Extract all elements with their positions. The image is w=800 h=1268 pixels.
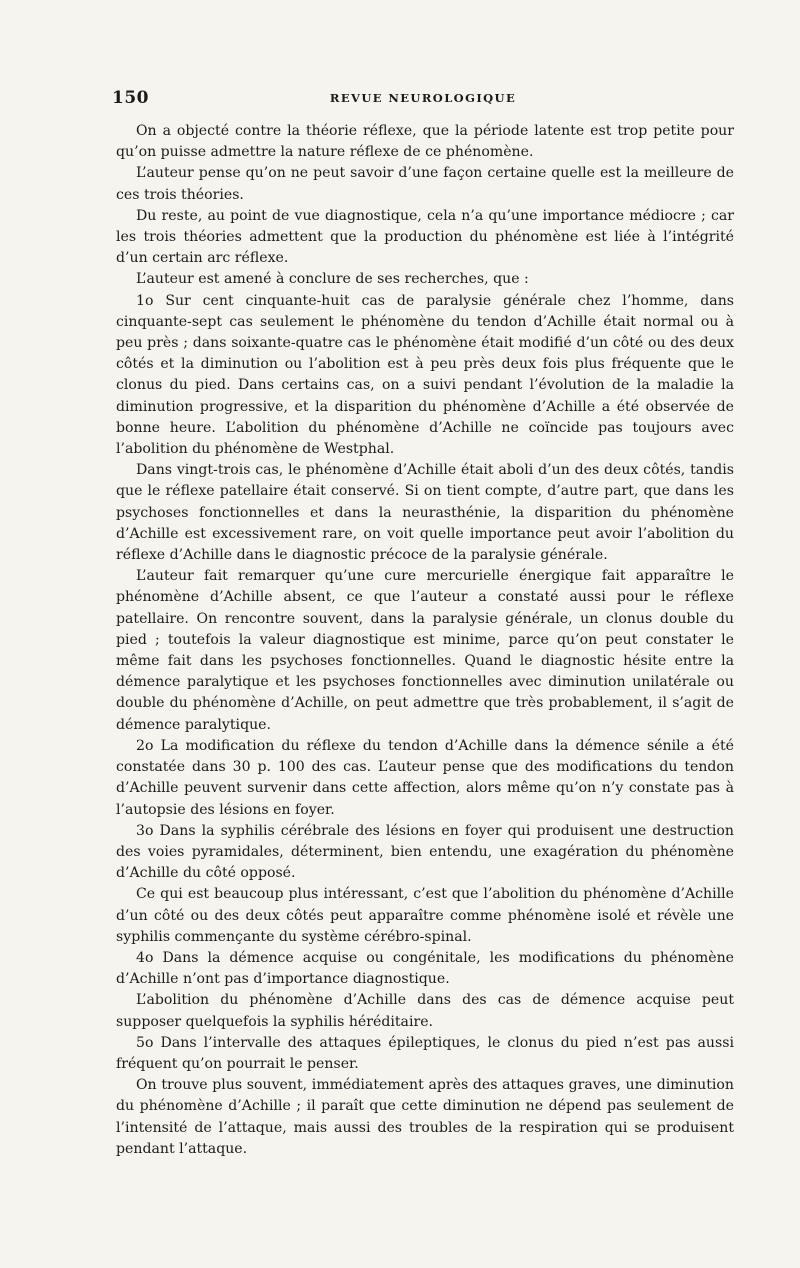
page-number: 150 [112,88,149,108]
paragraph: On a objecté contre la théorie réflexe, que la période latente est trop petite pour qu’on puisse admettre la nature réflexe de ce phénomène. [116,123,734,161]
paragraph: 2o La modification du réflexe du tendon d’Achille dans la démence sénile a été constatée dans 30 p. 100 des cas. L’auteur pense que des modifications du tendon d’Achille peuvent survenir dans cette affection, alors même qu’on n’y constate pas à l’autopsie des lésions en foyer. [116,737,734,818]
paragraph: Ce qui est beaucoup plus intéressant, c’est que l’abolition du phénomène d’Achille d’un côté ou des deux côtés peut apparaître comme phénomène isolé et révèle une syphilis commençante du système cérébro-spinal. [116,886,734,945]
paragraph: 3o Dans la syphilis cérébrale des lésions en foyer qui produisent une destruction des voies pyramidales, déterminent, bien entendu, une exagération du phénomène d’Achille du côté opposé. [116,822,734,882]
body-text [116,121,734,1160]
paragraph: L’auteur pense qu’on ne peut savoir d’une façon certaine quelle est la meilleure de ces trois théories. [116,165,734,203]
paragraph: Du reste, au point de vue diagnostique, cela n’a qu’une importance médiocre ; car les trois théories admettent que la production du phénomène est liée à l’intégrité d’un certain arc réflexe. [116,207,734,267]
paragraph: 4o Dans la démence acquise ou congénitale, les modifications du phénomène d’Achille n’ont pas d’importance diagnostique. [116,949,734,988]
paragraph: Dans vingt-trois cas, le phénomène d’Achille était aboli d’un des deux côtés, tandis que le réflexe patellaire était conservé. Si on tient compte, d’autre part, que dans les psychoses fonctionnelles et dans la neurasthénie, la disparition du phénomène d’Achille est excessivement rare, on voit quelle importance peut avoir l’abolition du réflexe d’Achille dans le diagnostic précoce de la paralysie générale. [116,462,734,564]
paragraph: L’auteur est amené à conclure de ses recherches, que : [136,271,529,288]
paragraph: L’abolition du phénomène d’Achille dans des cas de démence acquise peut supposer quelquefois la syphilis héréditaire. [116,992,734,1030]
running-title: REVUE NEUROLOGIQUE [329,91,517,105]
paragraph: 5o Dans l’intervalle des attaques épileptiques, le clonus du pied n’est pas aussi fréquent qu’on pourrait le penser. [116,1034,734,1072]
paragraph: 1o Sur cent cinquante-huit cas de paralysie générale chez l’homme, dans cinquante-sept cas seulement le phénomène du tendon d’Achille était normal ou à peu près ; dans soixante-quatre cas le phénomène était modifié d’un côté ou des deux côtés et la diminution ou l’abolition est à peu près deux fois plus fréquente que le clonus du pied. Dans certains cas, on a suivi pendant l’évolution de la maladie la diminution progressive, et la disparition du phénomène d’Achille a été observée de bonne heure. L’abolition du phénomène d’Achille ne coïncide pas toujours avec l’abolition du phénomène de Westphal. [116,292,734,458]
page-header [112,88,734,114]
paragraph: On trouve plus souvent, immédiatement après des attaques graves, une diminution du phénomène d’Achille ; il paraît que cette diminution ne dépend pas seulement de l’intensité de l’attaque, mais aussi des troubles de la respiration qui se produisent pendant l’attaque. [116,1077,734,1157]
paragraph: L’auteur fait remarquer qu’une cure mercurielle énergique fait apparaître le phénomène d’Achille absent, ce que l’auteur a constaté aussi pour le réflexe patellaire. On rencontre souvent, dans la paralysie générale, un clonus double du pied ; toutefois la valeur diagnostique est minime, parce qu’on peut constater le même fait dans les psychoses fonctionnelles. Quand le diagnostic hésite entre la démence paralytique et les psychoses fonctionnelles avec diminution unilatérale ou double du phénomène d’Achille, on peut admettre que très probablement, il s’agit de démence paralytique. [116,568,734,733]
